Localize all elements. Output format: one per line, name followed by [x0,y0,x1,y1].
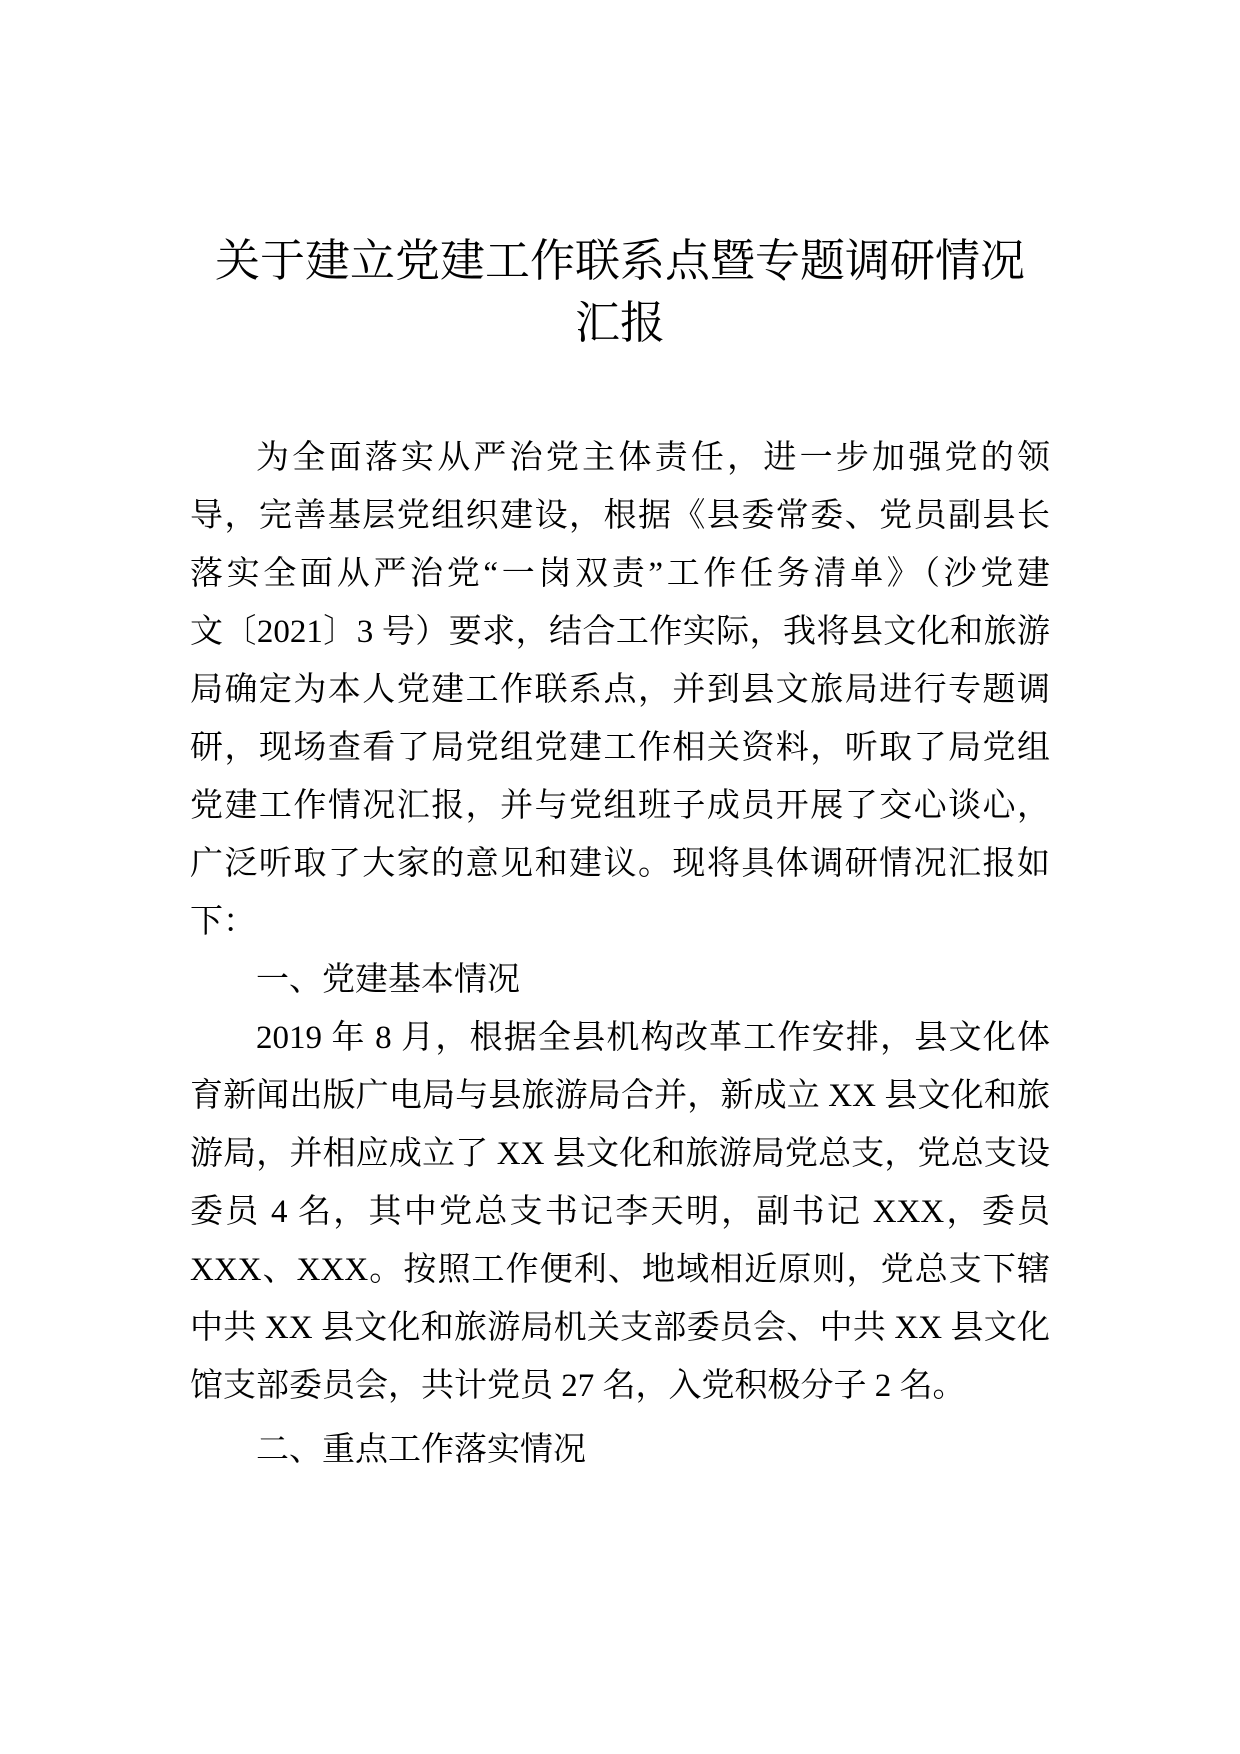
section-heading-2: 二、重点工作落实情况 [256,1432,586,1468]
paragraph-1-line-9: 下： [190,904,256,940]
paragraph-2-line-7: 馆支部委员会，共计党员 27 名，入党积极分子 2 名。 [190,1368,966,1404]
paragraph-2-line-6: 中共 XX 县文化和旅游局机关支部委员会、中共 XX 县文化 [190,1310,1050,1346]
paragraph-1-line-8: 广泛听取了大家的意见和建议。现将具体调研情况汇报如 [190,846,1050,882]
paragraph-2-line-2: 育新闻出版广电局与县旅游局合并，新成立 XX 县文化和旅 [190,1078,1050,1114]
paragraph-1-line-5: 局确定为本人党建工作联系点，并到县文旅局进行专题调 [190,672,1050,708]
paragraph-2-line-5: XXX、XXX。按照工作便利、地域相近原则，党总支下辖 [190,1252,1050,1288]
paragraph-1-line-7: 党建工作情况汇报，并与党组班子成员开展了交心谈心， [190,788,1050,824]
paragraph-1-line-3: 落实全面从严治党“一岗双责”工作任务清单》（沙党建 [190,556,1050,592]
paragraph-2-line-4: 委员 4 名，其中党总支书记李天明，副书记 XXX，委员 [190,1194,1050,1230]
title-line-1: 关于建立党建工作联系点暨专题调研情况 [214,234,1025,287]
paragraph-1-line-2: 导，完善基层党组织建设，根据《县委常委、党员副县长 [190,498,1050,534]
paragraph-1-line-6: 研，现场查看了局党组党建工作相关资料，听取了局党组 [190,730,1050,766]
document-title [150,230,1090,354]
paragraph-2-line-1: 2019 年 8 月，根据全县机构改革工作安排，县文化体 [256,1020,1050,1056]
section-heading-1: 一、党建基本情况 [256,962,520,998]
paragraph-1-line-1: 为全面落实从严治党主体责任，进一步加强党的领 [256,440,1050,476]
paragraph-1-line-4: 文〔2021〕3 号）要求，结合工作实际，我将县文化和旅游 [190,614,1050,650]
paragraph-2-line-3: 游局，并相应成立了 XX 县文化和旅游局党总支，党总支设 [190,1136,1050,1172]
title-line-2: 汇报 [574,296,665,349]
